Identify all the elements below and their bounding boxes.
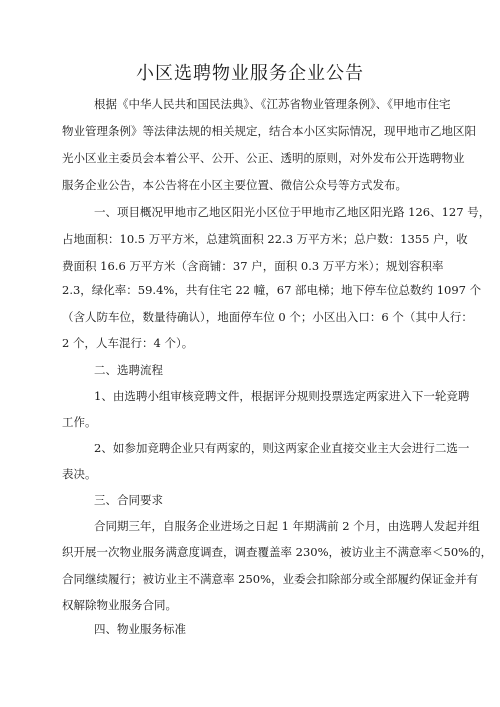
paragraph-line: 费面积 16.6 万平方米（含商铺：37 户，面积 0.3 万平方米）；规划容积率 — [62, 259, 444, 273]
paragraph-line: 占地面积：10.5 万平方米，总建筑面积 22.3 万平方米；总户数：1355 户，收 — [62, 232, 468, 246]
paragraph-line: 权解除物业服务合同。 — [62, 598, 177, 612]
paragraph-line: （含人防车位，数量待确认），地面停车位 0 个；小区出入口：6 个（其中人行： — [62, 310, 473, 324]
paragraph-line: 2、如参加竞聘企业只有两家的，则这两家企业直接交业主大会进行二选一 — [94, 441, 470, 455]
paragraph-line: 根据《中华人民共和国民法典》、《江苏省物业管理条例》、《甲地市住宅 — [94, 97, 451, 111]
paragraph-line: 织开展一次物业服务满意度调查，调查覆盖率 230%，被访业主不满意率＜50%的， — [62, 545, 493, 559]
paragraph-line: 表决。 — [62, 467, 97, 481]
paragraph-line: 光小区业主委员会本着公平、公开、公正、透明的原则，对外发布公开选聘物业 — [62, 151, 465, 165]
paragraph-line: 合同继续履行；被访业主不满意率 250%，业委会扣除部分或全部履约保证金并有 — [62, 572, 479, 586]
paragraph-line: 2.3，绿化率：59.4%，共有住宅 22 幢，67 部电梯；地下停车位总数约 1097 个 — [62, 283, 482, 297]
page-title: 小区选聘物业服务企业公告 — [136, 63, 364, 84]
paragraph-line: 1、由选聘小组审核竞聘文件，根据评分规则投票选定两家进入下一轮竞聘 — [94, 389, 470, 403]
paragraph-line: 服务企业公告，本公告将在小区主要位置、微信公众号等方式发布。 — [62, 178, 407, 192]
section-heading: 二、选聘流程 — [94, 363, 163, 377]
paragraph-line: 2 个，人车混行：4 个）。 — [62, 336, 194, 350]
section-heading: 三、合同要求 — [94, 493, 163, 507]
paragraph-line: 一、项目概况甲地市乙地区阳光小区位于甲地市乙地区阳光路 126、127 号， — [94, 205, 491, 219]
section-heading: 四、物业服务标准 — [94, 622, 186, 636]
paragraph-line: 合同期三年，自服务企业进场之日起 1 年期满前 2 个月，由选聘人发起并组 — [94, 519, 480, 533]
paragraph-line: 物业管理条例》等法律法规的相关规定，结合本小区实际情况，现甲地市乙地区阳 — [62, 124, 476, 138]
paragraph-line: 工作。 — [62, 415, 97, 429]
